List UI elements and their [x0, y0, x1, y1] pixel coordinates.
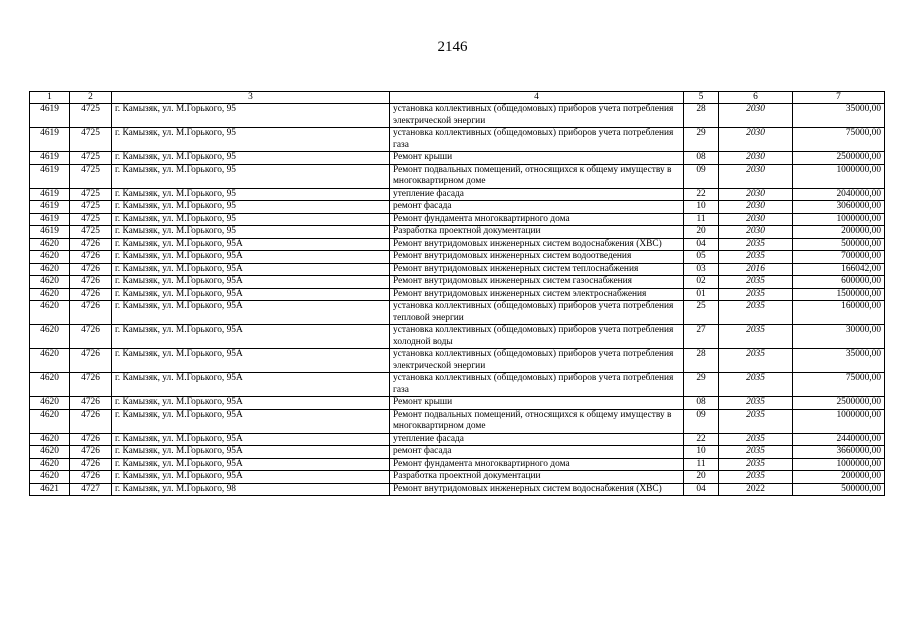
- table-row: [30, 471, 885, 484]
- address-cell: г. Камызяк, ул. М.Горького, 98: [112, 483, 390, 496]
- address-cell: г. Камызяк, ул. М.Горького, 95А: [112, 397, 390, 410]
- table-row: [30, 373, 885, 397]
- work-type-cell: ремонт фасада: [390, 201, 684, 214]
- work-code-cell: 20: [684, 226, 719, 239]
- table-row: [30, 301, 885, 325]
- cost-cell: 35000,00: [793, 349, 885, 373]
- row-number-cell: 4620: [30, 458, 70, 471]
- year-cell: 2035: [719, 397, 793, 410]
- cost-cell: 1000000,00: [793, 458, 885, 471]
- house-id-cell: 4726: [70, 471, 112, 484]
- address-cell: г. Камызяк, ул. М.Горького, 95А: [112, 301, 390, 325]
- address-cell: г. Камызяк, ул. М.Горького, 95А: [112, 471, 390, 484]
- house-id-cell: 4726: [70, 446, 112, 459]
- house-id-cell: 4726: [70, 288, 112, 301]
- cost-cell: 1000000,00: [793, 409, 885, 433]
- table-row: [30, 409, 885, 433]
- work-code-cell: 09: [684, 409, 719, 433]
- table-row: [30, 188, 885, 201]
- year-cell: 2035: [719, 288, 793, 301]
- cost-cell: 35000,00: [793, 104, 885, 128]
- row-number-cell: 4620: [30, 433, 70, 446]
- work-type-cell: Ремонт фундамента многоквартирного дома: [390, 213, 684, 226]
- house-id-cell: 4725: [70, 201, 112, 214]
- table-row: [30, 152, 885, 165]
- cost-cell: 2500000,00: [793, 397, 885, 410]
- house-id-cell: 4725: [70, 213, 112, 226]
- cost-cell: 500000,00: [793, 238, 885, 251]
- row-number-cell: 4619: [30, 128, 70, 152]
- cost-cell: 2500000,00: [793, 152, 885, 165]
- house-id-cell: 4726: [70, 301, 112, 325]
- row-number-cell: 4619: [30, 201, 70, 214]
- house-id-cell: 4726: [70, 325, 112, 349]
- year-cell: 2030: [719, 213, 793, 226]
- cost-cell: 2440000,00: [793, 433, 885, 446]
- address-cell: г. Камызяк, ул. М.Горького, 95А: [112, 251, 390, 264]
- header-row: [30, 92, 885, 104]
- work-code-cell: 22: [684, 433, 719, 446]
- table-row: [30, 349, 885, 373]
- cost-cell: 700000,00: [793, 251, 885, 264]
- row-number-cell: 4619: [30, 152, 70, 165]
- work-type-cell: установка коллективных (общедомовых) приборов учета потребления газа: [390, 373, 684, 397]
- work-type-cell: установка коллективных (общедомовых) приборов учета потребления холодной воды: [390, 325, 684, 349]
- work-type-cell: Ремонт подвальных помещений, относящихся к общему имуществу в многоквартирном доме: [390, 164, 684, 188]
- table-row: [30, 213, 885, 226]
- row-number-cell: 4620: [30, 251, 70, 264]
- row-number-cell: 4620: [30, 263, 70, 276]
- year-cell: 2035: [719, 458, 793, 471]
- cost-cell: 1500000,00: [793, 288, 885, 301]
- address-cell: г. Камызяк, ул. М.Горького, 95: [112, 128, 390, 152]
- year-cell: 2035: [719, 433, 793, 446]
- year-cell: 2035: [719, 446, 793, 459]
- house-id-cell: 4725: [70, 104, 112, 128]
- column-header: 1: [30, 92, 70, 104]
- table-row: [30, 128, 885, 152]
- row-number-cell: 4620: [30, 471, 70, 484]
- cost-cell: 2040000,00: [793, 188, 885, 201]
- row-number-cell: 4620: [30, 238, 70, 251]
- row-number-cell: 4619: [30, 213, 70, 226]
- house-id-cell: 4725: [70, 164, 112, 188]
- work-code-cell: 10: [684, 446, 719, 459]
- work-code-cell: 03: [684, 263, 719, 276]
- house-id-cell: 4725: [70, 152, 112, 165]
- cost-cell: 500000,00: [793, 483, 885, 496]
- work-type-cell: утепление фасада: [390, 433, 684, 446]
- column-header: 6: [719, 92, 793, 104]
- work-type-cell: Ремонт внутридомовых инженерных систем газоснабжения: [390, 276, 684, 289]
- address-cell: г. Камызяк, ул. М.Горького, 95А: [112, 409, 390, 433]
- house-id-cell: 4726: [70, 251, 112, 264]
- page-number: 2146: [437, 39, 468, 55]
- table-row: [30, 238, 885, 251]
- table-row: [30, 288, 885, 301]
- house-id-cell: 4726: [70, 373, 112, 397]
- work-type-cell: Ремонт крыши: [390, 397, 684, 410]
- column-header: 4: [390, 92, 684, 104]
- work-type-cell: Ремонт внутридомовых инженерных систем теплоснабжения: [390, 263, 684, 276]
- work-code-cell: 28: [684, 349, 719, 373]
- address-cell: г. Камызяк, ул. М.Горького, 95А: [112, 373, 390, 397]
- work-type-cell: Ремонт внутридомовых инженерных систем водоотведения: [390, 251, 684, 264]
- row-number-cell: 4619: [30, 104, 70, 128]
- address-cell: г. Камызяк, ул. М.Горького, 95: [112, 188, 390, 201]
- table-row: [30, 201, 885, 214]
- house-id-cell: 4726: [70, 397, 112, 410]
- address-cell: г. Камызяк, ул. М.Горького, 95: [112, 201, 390, 214]
- address-cell: г. Камызяк, ул. М.Горького, 95А: [112, 349, 390, 373]
- row-number-cell: 4620: [30, 288, 70, 301]
- address-cell: г. Камызяк, ул. М.Горького, 95: [112, 226, 390, 239]
- year-cell: 2030: [719, 128, 793, 152]
- table-body: [30, 104, 885, 496]
- table-row: [30, 433, 885, 446]
- house-id-cell: 4725: [70, 128, 112, 152]
- row-number-cell: 4620: [30, 301, 70, 325]
- table-row: [30, 325, 885, 349]
- year-cell: 2022: [719, 483, 793, 496]
- work-type-cell: Ремонт внутридомовых инженерных систем водоснабжения (ХВС): [390, 238, 684, 251]
- year-cell: 2035: [719, 276, 793, 289]
- column-header: 2: [70, 92, 112, 104]
- house-id-cell: 4726: [70, 458, 112, 471]
- address-cell: г. Камызяк, ул. М.Горького, 95А: [112, 458, 390, 471]
- row-number-cell: 4620: [30, 397, 70, 410]
- work-type-cell: ремонт фасада: [390, 446, 684, 459]
- work-code-cell: 20: [684, 471, 719, 484]
- cost-cell: 75000,00: [793, 128, 885, 152]
- work-code-cell: 11: [684, 213, 719, 226]
- work-type-cell: Разработка проектной документации: [390, 471, 684, 484]
- work-code-cell: 27: [684, 325, 719, 349]
- year-cell: 2035: [719, 251, 793, 264]
- house-id-cell: 4726: [70, 433, 112, 446]
- work-code-cell: 29: [684, 128, 719, 152]
- row-number-cell: 4619: [30, 164, 70, 188]
- work-type-cell: установка коллективных (общедомовых) приборов учета потребления электрической энергии: [390, 349, 684, 373]
- column-header: 5: [684, 92, 719, 104]
- works-table: [29, 91, 885, 496]
- row-number-cell: 4620: [30, 276, 70, 289]
- address-cell: г. Камызяк, ул. М.Горького, 95: [112, 152, 390, 165]
- year-cell: 2030: [719, 164, 793, 188]
- row-number-cell: 4619: [30, 226, 70, 239]
- work-type-cell: Ремонт внутридомовых инженерных систем водоснабжения (ХВС): [390, 483, 684, 496]
- work-code-cell: 04: [684, 483, 719, 496]
- address-cell: г. Камызяк, ул. М.Горького, 95: [112, 164, 390, 188]
- row-number-cell: 4620: [30, 409, 70, 433]
- year-cell: 2035: [719, 301, 793, 325]
- table-row: [30, 164, 885, 188]
- table-row: [30, 397, 885, 410]
- year-cell: 2035: [719, 238, 793, 251]
- work-code-cell: 29: [684, 373, 719, 397]
- table-row: [30, 263, 885, 276]
- address-cell: г. Камызяк, ул. М.Горького, 95: [112, 213, 390, 226]
- work-code-cell: 28: [684, 104, 719, 128]
- work-code-cell: 01: [684, 288, 719, 301]
- address-cell: г. Камызяк, ул. М.Горького, 95А: [112, 433, 390, 446]
- cost-cell: 3060000,00: [793, 201, 885, 214]
- table-row: [30, 483, 885, 496]
- work-type-cell: установка коллективных (общедомовых) приборов учета потребления тепловой энергии: [390, 301, 684, 325]
- year-cell: 2030: [719, 152, 793, 165]
- address-cell: г. Камызяк, ул. М.Горького, 95А: [112, 263, 390, 276]
- work-code-cell: 09: [684, 164, 719, 188]
- table-row: [30, 104, 885, 128]
- work-code-cell: 02: [684, 276, 719, 289]
- year-cell: 2035: [719, 409, 793, 433]
- work-code-cell: 05: [684, 251, 719, 264]
- row-number-cell: 4619: [30, 188, 70, 201]
- cost-cell: 75000,00: [793, 373, 885, 397]
- work-code-cell: 22: [684, 188, 719, 201]
- work-code-cell: 11: [684, 458, 719, 471]
- work-type-cell: Ремонт внутридомовых инженерных систем электроснабжения: [390, 288, 684, 301]
- house-id-cell: 4725: [70, 226, 112, 239]
- table-row: [30, 458, 885, 471]
- work-type-cell: установка коллективных (общедомовых) приборов учета потребления газа: [390, 128, 684, 152]
- year-cell: 2016: [719, 263, 793, 276]
- house-id-cell: 4726: [70, 276, 112, 289]
- table-row: [30, 226, 885, 239]
- work-type-cell: Ремонт крыши: [390, 152, 684, 165]
- work-code-cell: 08: [684, 397, 719, 410]
- address-cell: г. Камызяк, ул. М.Горького, 95А: [112, 446, 390, 459]
- cost-cell: 1000000,00: [793, 213, 885, 226]
- table-row: [30, 446, 885, 459]
- house-id-cell: 4726: [70, 263, 112, 276]
- address-cell: г. Камызяк, ул. М.Горького, 95А: [112, 238, 390, 251]
- cost-cell: 3660000,00: [793, 446, 885, 459]
- cost-cell: 160000,00: [793, 301, 885, 325]
- work-type-cell: утепление фасада: [390, 188, 684, 201]
- address-cell: г. Камызяк, ул. М.Горького, 95А: [112, 325, 390, 349]
- cost-cell: 166042,00: [793, 263, 885, 276]
- year-cell: 2035: [719, 373, 793, 397]
- year-cell: 2035: [719, 325, 793, 349]
- house-id-cell: 4726: [70, 409, 112, 433]
- cost-cell: 1000000,00: [793, 164, 885, 188]
- work-type-cell: Разработка проектной документации: [390, 226, 684, 239]
- row-number-cell: 4620: [30, 349, 70, 373]
- work-type-cell: Ремонт подвальных помещений, относящихся к общему имуществу в многоквартирном доме: [390, 409, 684, 433]
- address-cell: г. Камызяк, ул. М.Горького, 95А: [112, 288, 390, 301]
- year-cell: 2030: [719, 201, 793, 214]
- year-cell: 2035: [719, 349, 793, 373]
- house-id-cell: 4725: [70, 188, 112, 201]
- cost-cell: 200000,00: [793, 471, 885, 484]
- address-cell: г. Камызяк, ул. М.Горького, 95А: [112, 276, 390, 289]
- work-code-cell: 08: [684, 152, 719, 165]
- table-row: [30, 276, 885, 289]
- year-cell: 2030: [719, 104, 793, 128]
- work-type-cell: установка коллективных (общедомовых) приборов учета потребления электрической энергии: [390, 104, 684, 128]
- year-cell: 2030: [719, 226, 793, 239]
- work-code-cell: 25: [684, 301, 719, 325]
- year-cell: 2035: [719, 471, 793, 484]
- column-header: 7: [793, 92, 885, 104]
- row-number-cell: 4620: [30, 446, 70, 459]
- column-header: 3: [112, 92, 390, 104]
- row-number-cell: 4620: [30, 325, 70, 349]
- cost-cell: 200000,00: [793, 226, 885, 239]
- row-number-cell: 4621: [30, 483, 70, 496]
- address-cell: г. Камызяк, ул. М.Горького, 95: [112, 104, 390, 128]
- house-id-cell: 4726: [70, 238, 112, 251]
- cost-cell: 30000,00: [793, 325, 885, 349]
- work-code-cell: 04: [684, 238, 719, 251]
- cost-cell: 600000,00: [793, 276, 885, 289]
- row-number-cell: 4620: [30, 373, 70, 397]
- work-type-cell: Ремонт фундамента многоквартирного дома: [390, 458, 684, 471]
- table-row: [30, 251, 885, 264]
- work-code-cell: 10: [684, 201, 719, 214]
- year-cell: 2030: [719, 188, 793, 201]
- house-id-cell: 4727: [70, 483, 112, 496]
- house-id-cell: 4726: [70, 349, 112, 373]
